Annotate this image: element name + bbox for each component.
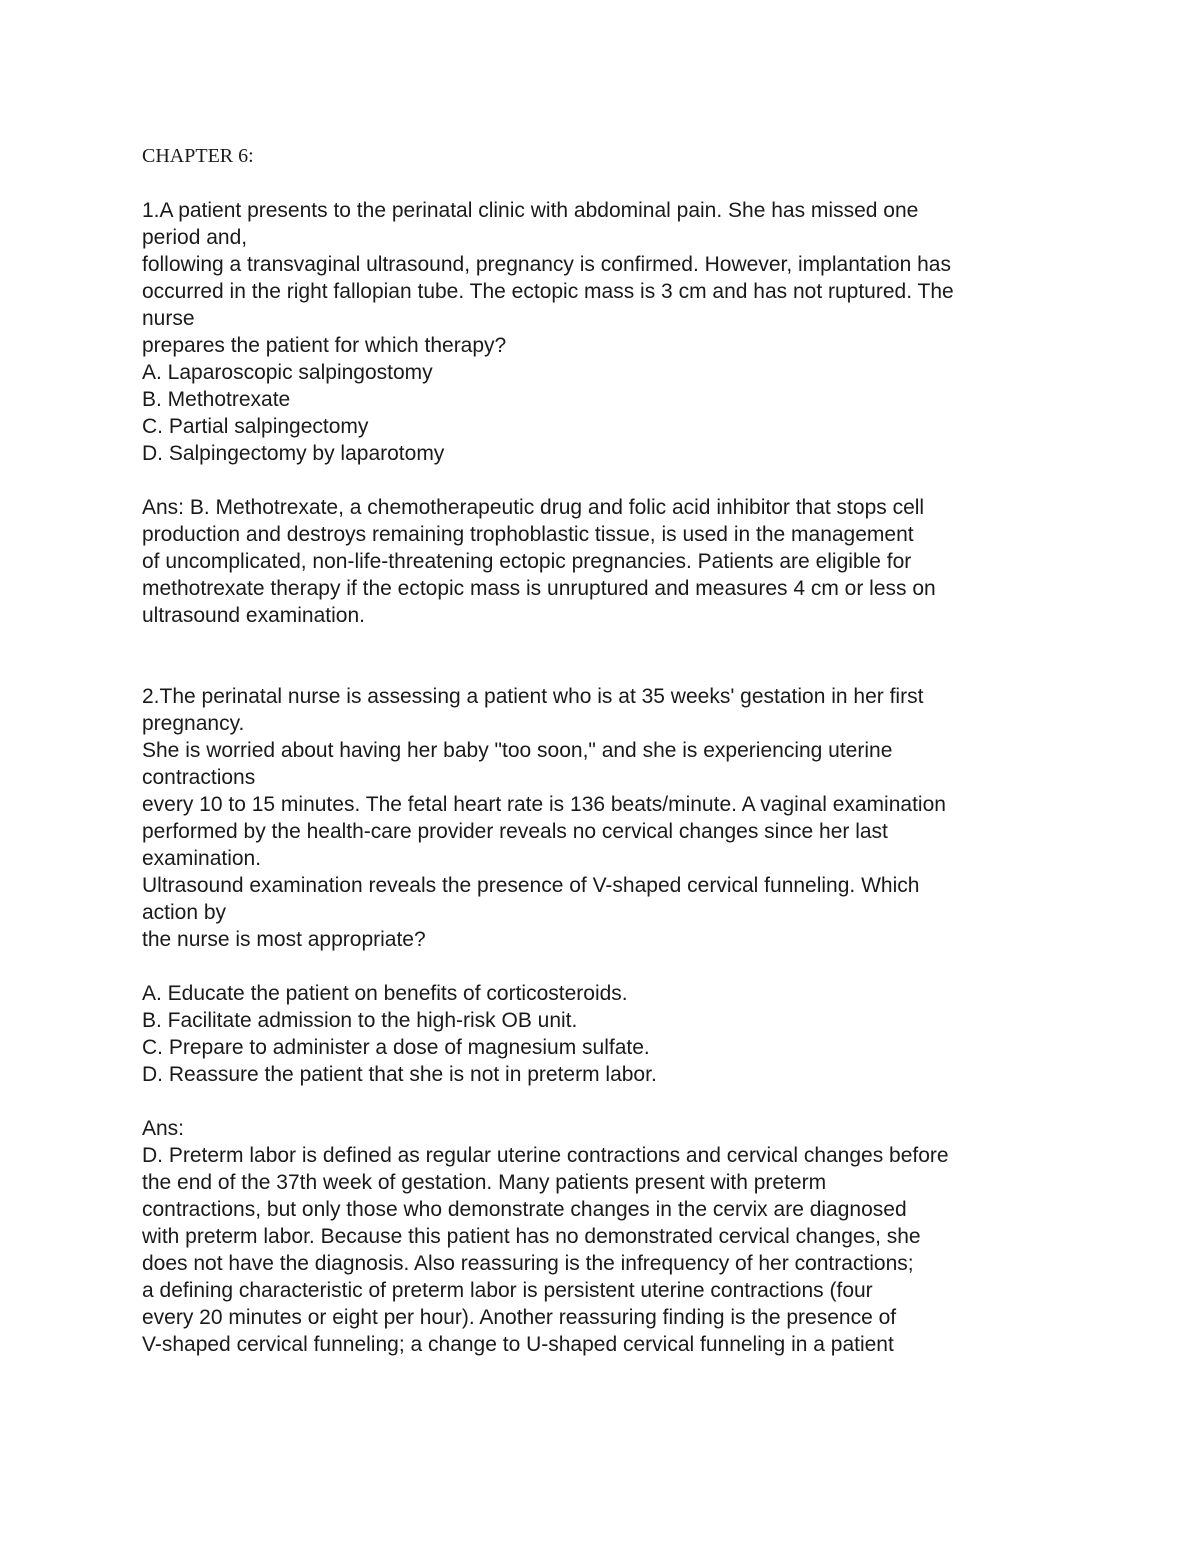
spacer: [142, 467, 1072, 494]
question-1-stem-line: occurred in the right fallopian tube. The ectopic mass is 3 cm and has not ruptured. The: [142, 280, 954, 303]
question-1-option-a: A. Laparoscopic salpingostomy: [142, 361, 433, 384]
question-1-answer-line: methotrexate therapy if the ectopic mass is unruptured and measures 4 cm or less on: [142, 577, 936, 600]
question-2-answer-line: the end of the 37th week of gestation. Many patients present with preterm: [142, 1171, 827, 1194]
question-1-options: [142, 359, 1072, 467]
question-2-option-c: C. Prepare to administer a dose of magnesium sulfate.: [142, 1036, 650, 1059]
question-2-stem-line: examination.: [142, 847, 262, 870]
question-2-stem-line: action by: [142, 901, 227, 924]
question-2-answer-line: contractions, but only those who demonstrate changes in the cervix are diagnosed: [142, 1198, 907, 1221]
question-1-stem-line: following a transvaginal ultrasound, pregnancy is confirmed. However, implantation has: [142, 253, 951, 276]
question-1-option-b: B. Methotrexate: [142, 388, 291, 411]
question-2: [142, 683, 1072, 1358]
question-1-answer: [142, 494, 1072, 629]
question-2-answer-line: a defining characteristic of preterm labor is persistent uterine contractions (four: [142, 1279, 873, 1302]
question-2-answer-line: V-shaped cervical funneling; a change to U-shaped cervical funneling in a patient: [142, 1333, 894, 1356]
question-2-answer-line: D. Preterm labor is defined as regular uterine contractions and cervical changes before: [142, 1144, 949, 1167]
question-2-stem-line: contractions: [142, 766, 256, 789]
question-1-answer-line: Ans: B. Methotrexate, a chemotherapeutic drug and folic acid inhibitor that stops cell: [142, 496, 925, 519]
spacer: [142, 656, 1072, 683]
spacer: [142, 1088, 1072, 1115]
question-2-stem-line: Ultrasound examination reveals the presence of V-shaped cervical funneling. Which: [142, 874, 920, 897]
question-2-answer: [142, 1115, 1072, 1358]
question-1-stem-line: prepares the patient for which therapy?: [142, 334, 507, 357]
spacer: [142, 629, 1072, 656]
question-2-stem-line: the nurse is most appropriate?: [142, 928, 426, 951]
spacer: [142, 953, 1072, 980]
question-2-option-b: B. Facilitate admission to the high-risk OB unit.: [142, 1009, 578, 1032]
question-1-option-c: C. Partial salpingectomy: [142, 415, 369, 438]
document-body: [142, 143, 1072, 1358]
question-2-stem-line: She is worried about having her baby "too soon," and she is experiencing uterine: [142, 739, 893, 762]
question-1: [142, 197, 1072, 629]
question-2-stem-line: every 10 to 15 minutes. The fetal heart rate is 136 beats/minute. A vaginal examination: [142, 793, 946, 816]
question-1-answer-line: production and destroys remaining trophoblastic tissue, is used in the management: [142, 523, 914, 546]
question-2-option-d: D. Reassure the patient that she is not in preterm labor.: [142, 1063, 657, 1086]
question-1-answer-line: ultrasound examination.: [142, 604, 365, 627]
question-2-stem-line: performed by the health-care provider reveals no cervical changes since her last: [142, 820, 888, 843]
question-2-answer-line: with preterm labor. Because this patient has no demonstrated cervical changes, she: [142, 1225, 921, 1248]
question-2-stem: [142, 683, 1072, 953]
question-1-option-d: D. Salpingectomy by laparotomy: [142, 442, 445, 465]
question-1-answer-line: of uncomplicated, non-life-threatening ectopic pregnancies. Patients are eligible for: [142, 550, 912, 573]
question-2-options: [142, 980, 1072, 1088]
question-1-stem-line: nurse: [142, 307, 195, 330]
spacer: [142, 170, 1072, 197]
question-1-stem-line: period and,: [142, 226, 248, 249]
question-1-stem: [142, 197, 1072, 359]
question-2-answer-line: does not have the diagnosis. Also reassuring is the infrequency of her contractions;: [142, 1252, 914, 1275]
question-2-option-a: A. Educate the patient on benefits of corticosteroids.: [142, 982, 628, 1005]
question-2-stem-line: pregnancy.: [142, 712, 245, 735]
question-2-answer-line: every 20 minutes or eight per hour). Another reassuring finding is the presence of: [142, 1306, 897, 1329]
chapter-title: CHAPTER 6:: [142, 145, 254, 167]
question-1-stem-line: 1.A patient presents to the perinatal clinic with abdominal pain. She has missed one: [142, 199, 919, 222]
question-2-stem-line: 2.The perinatal nurse is assessing a patient who is at 35 weeks' gestation in her first: [142, 685, 924, 708]
question-2-answer-label: Ans:: [142, 1117, 185, 1140]
